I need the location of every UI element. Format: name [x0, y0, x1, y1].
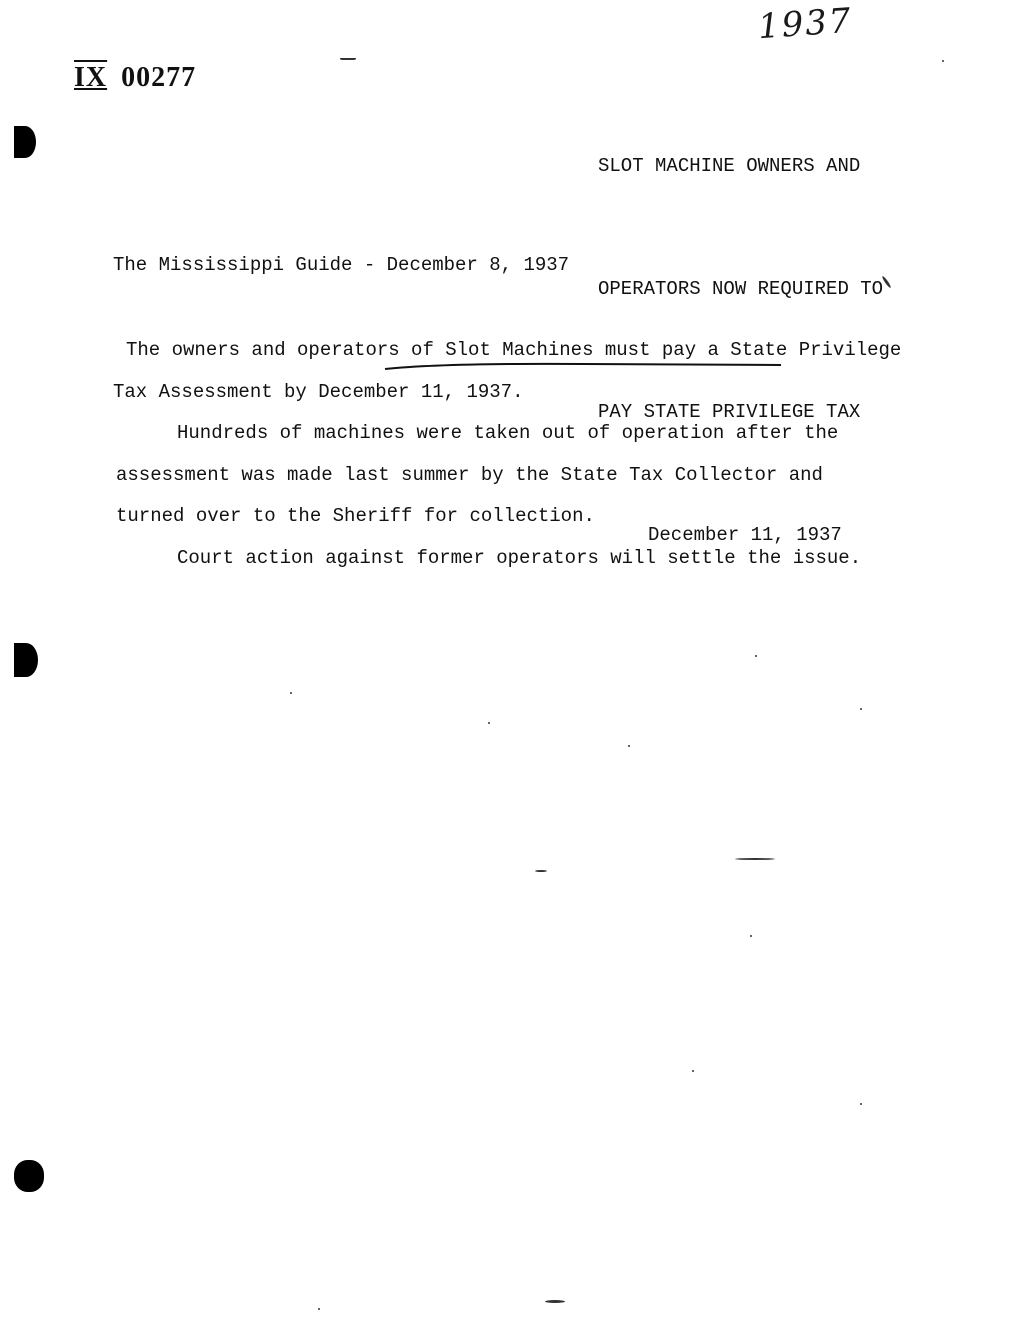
- paragraph-1-line-2: Tax Assessment by December 11, 1937.: [113, 380, 524, 403]
- scan-speck: [488, 722, 490, 724]
- file-roman-numeral: IX: [74, 62, 108, 93]
- scan-speck: [545, 1300, 565, 1303]
- file-serial-number: 00277: [121, 62, 197, 93]
- scan-speck: [750, 935, 752, 937]
- article-body: [113, 330, 973, 579]
- scan-speck: [340, 58, 356, 60]
- scan-speck: [628, 745, 630, 747]
- punch-hole-middle: [14, 643, 38, 677]
- punch-hole-bottom: [14, 1160, 44, 1192]
- punch-hole-top: [14, 126, 36, 158]
- paragraph-1-line-1: The owners and operators of Slot Machines must pay a State Privilege: [126, 339, 902, 361]
- paragraph-3-line-1: Court action against former operators will settle the issue.: [177, 546, 862, 569]
- headline-line-1: SLOT MACHINE OWNERS AND: [598, 155, 861, 177]
- paragraph-2-line-3: turned over to the Sheriff for collection.: [116, 505, 595, 527]
- file-number: [74, 62, 196, 94]
- paragraph-2-line-1: Hundreds of machines were taken out of operation after the: [177, 422, 839, 444]
- paragraph-2-line-2: assessment was made last summer by the State Tax Collector and: [116, 463, 823, 486]
- scan-speck: [860, 708, 862, 710]
- scan-speck: [755, 655, 757, 657]
- scan-speck: [692, 1070, 694, 1072]
- scan-speck: [942, 60, 944, 62]
- source-line: The Mississippi Guide - December 8, 1937: [113, 254, 570, 276]
- headline-line-3: PAY STATE PRIVILEGE TAX: [598, 401, 861, 423]
- scan-speck: [290, 692, 292, 694]
- scan-speck: [535, 870, 547, 872]
- headline-date: December 11, 1937: [648, 524, 842, 546]
- headline-line-2: OPERATORS NOW REQUIRED TO: [598, 278, 884, 300]
- scan-speck: [860, 1103, 862, 1105]
- scan-speck: [318, 1308, 320, 1310]
- scan-speck: [735, 858, 775, 860]
- handwritten-year: 1937: [756, 0, 854, 48]
